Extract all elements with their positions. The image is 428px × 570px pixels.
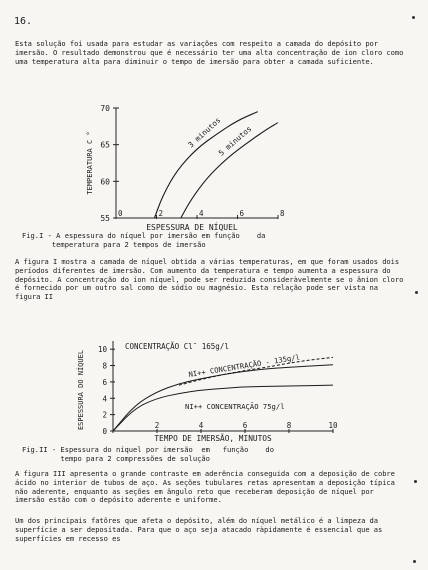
x-tick-label: 2 [158, 209, 164, 218]
paragraph-cleaning: Um dos principais fatôres que afeta o depósito, além do níquel metálico é a limpeza da superfície a ser depositada. Para que o aço seja atacado ràpidamente é essencial que as superfícies em recesso es [15, 516, 383, 543]
x-axis-label: ESPESSURA DE NÍQUEL [146, 223, 238, 232]
y-axis-label: TEMPERATURA C ° [86, 131, 94, 195]
x-tick-label: 8 [280, 209, 285, 218]
chart-annotation: CONCENTRAÇÃO Cl¯ 165g/l [125, 342, 229, 351]
series-label: NI++ CONCENTRAÇÃO 75g/l [185, 402, 285, 411]
figure-1-caption: Fig.I - A espessura do níquel por imersão em função da temperatura para 2 tempos de imersão [22, 231, 266, 249]
series-label: 5 minutos [216, 124, 254, 158]
y-tick-label: 4 [102, 394, 107, 404]
scan-speck [414, 480, 417, 483]
y-tick-label: 0 [102, 427, 107, 436]
y-tick-label: 60 [100, 177, 110, 187]
series-label: 3 minutos [186, 115, 223, 150]
paragraph-figure-1-discussion: A figura I mostra a camada de níquel obtida a várias temperaturas, em que foram usados dois períodos diferentes de imersão. Com aumento da temperatura e tempo aumenta a espessura do depósito. A concentração do íon níquel, pode ser reduzida consideràvelmente se o ânion cloro é fornecido por um outro sal como de sódio ou magnésio. Esta relação pode ser vista na figura II [15, 257, 404, 302]
x-tick-label: 2 [154, 421, 160, 430]
x-tick-label: 6 [239, 209, 245, 218]
scan-speck [415, 291, 418, 294]
y-tick-label: 55 [100, 214, 110, 223]
y-tick-label: 6 [102, 377, 107, 387]
figure-2-caption: Fig.II - Espessura do níquel por imersão em função do tempo para 2 compressões de solução [22, 445, 274, 463]
x-tick-label: 10 [328, 421, 338, 430]
y-tick-label: 2 [102, 410, 107, 420]
scan-speck [412, 16, 415, 19]
x-tick-label: 4 [198, 421, 204, 430]
paragraph-adherence: A figura III apresenta o grande contraste em aderência conseguida com a deposição de cobre ácido no interior de tubos de aço. As seções tubulares retas apresentam a deposição típica não aderente, enquanto as seções em ângulo reto que receberam deposição de níquel por imersão estão com o depósito aderente e uniforme. [15, 469, 395, 505]
x-tick-label: 8 [286, 421, 292, 430]
y-tick-label: 70 [100, 104, 110, 113]
y-axis-label: ESPESSURA DO NÍQUEL [77, 349, 85, 431]
figure-1-chart [60, 100, 300, 240]
series-label: NI++ CONCENTRAÇÃO - 135g/l [187, 352, 301, 379]
scan-speck [413, 560, 416, 563]
x-tick-label: 4 [199, 209, 204, 218]
x-axis-label: TEMPO DE IMERSÃO, MINUTOS [154, 434, 272, 443]
paragraph-intro: Esta solução foi usada para estudar as variações com respeito a camada do depósito por imersão. O resultado demonstrou que é necessário ter uma alta concentração de íon cloro como uma temperatura alta para diminuir o tempo de imersão para obter a camada suficiente. [15, 39, 404, 66]
y-tick-label: 8 [102, 361, 107, 371]
y-tick-label: 10 [97, 345, 107, 355]
figure-2-chart [65, 335, 355, 450]
y-tick-label: 65 [100, 140, 110, 150]
page-number: 16. [14, 16, 33, 27]
x-tick-label: 6 [242, 421, 248, 430]
x-tick-label: 0 [118, 209, 123, 218]
